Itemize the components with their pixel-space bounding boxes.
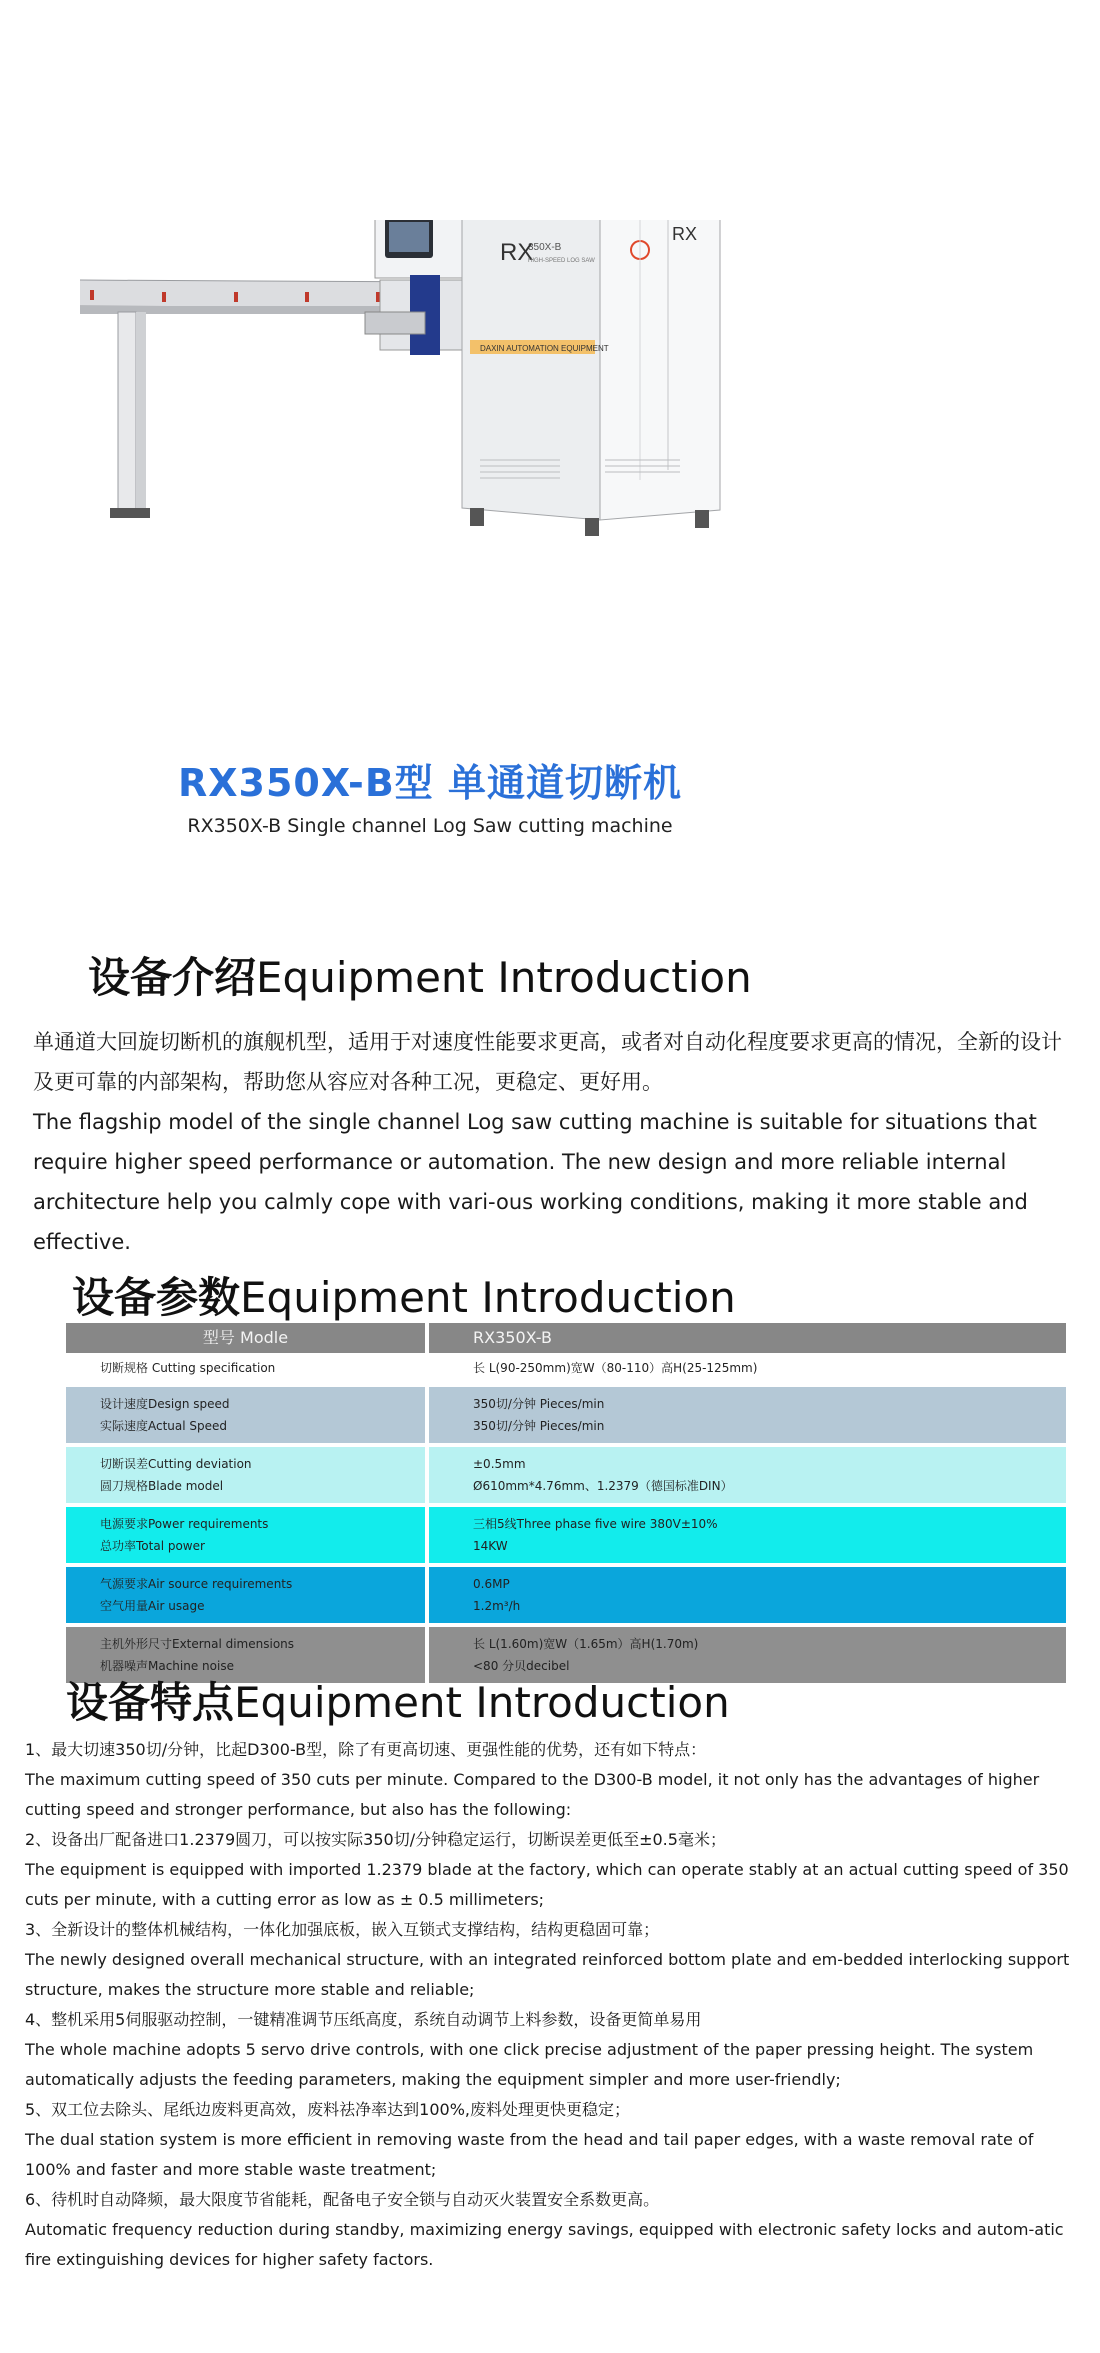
feature-text-cn: 4、整机采用5伺服驱动控制，一键精准调节压纸高度，系统自动调节上料参数，设备更简单易用	[25, 2010, 702, 2029]
feature-text-en: Automatic frequency reduction during standby, maximizing energy savings, equipped with electronic safety locks and autom-atic fire extinguishing devices for higher safety factors.	[25, 2220, 1064, 2269]
param-label: 机器噪声Machine noise	[100, 1659, 234, 1673]
params-heading	[72, 1265, 736, 1325]
intro-text-cn: 单通道大回旋切断机的旗舰机型，适用于对速度性能要求更高，或者对自动化程度要求更高的情况，全新的设计及更可靠的内部架构，帮助您从容应对各种工况，更稳定、更好用。	[33, 1030, 1062, 1094]
product-title-en: RX350X-B Single channel Log Saw cutting machine	[187, 815, 673, 837]
params-row	[66, 1357, 1066, 1383]
param-label: 气源要求Air source requirements	[100, 1577, 293, 1591]
params-header-row	[66, 1323, 1066, 1353]
svg-text:350X-B: 350X-B	[528, 242, 562, 253]
param-label-cell	[66, 1567, 425, 1623]
param-label: 切断误差Cutting deviation	[100, 1457, 252, 1471]
param-label-cell	[66, 1387, 425, 1443]
param-value-cell	[429, 1507, 1066, 1563]
param-value: 三相5线Three phase five wire 380V±10%	[473, 1517, 718, 1531]
param-value: 长 L(1.60m)宽W（1.65m）高H(1.70m)	[473, 1637, 699, 1651]
params-table	[66, 1323, 1066, 1687]
params-row	[66, 1447, 1066, 1503]
param-label: 空气用量Air usage	[100, 1599, 205, 1613]
param-value-cell	[429, 1357, 1066, 1383]
param-label: 设计速度Design speed	[100, 1397, 230, 1411]
feature-item	[25, 1825, 1075, 1915]
svg-text:DAXIN AUTOMATION EQUIPMENT: DAXIN AUTOMATION EQUIPMENT	[480, 344, 609, 353]
param-value: 350切/分钟 Pieces/min	[473, 1419, 605, 1433]
svg-text:HIGH-SPEED LOG SAW: HIGH-SPEED LOG SAW	[528, 258, 595, 264]
param-value: 0.6MP	[473, 1577, 510, 1591]
feature-text-cn: 1、最大切速350切/分钟，比起D300-B型，除了有更高切速、更强性能的优势，还有如下特点：	[25, 1740, 707, 1759]
param-value: 350切/分钟 Pieces/min	[473, 1397, 605, 1411]
param-label-cell	[66, 1357, 425, 1383]
params-row	[66, 1507, 1066, 1563]
feature-text-en: The whole machine adopts 5 servo drive controls, with one click precise adjustment of the paper pressing height. The system automatically adjusts the feeding parameters, making the equipment simpler and more user-friendly;	[25, 2040, 1034, 2089]
param-value-cell	[429, 1447, 1066, 1503]
param-value: 14KW	[473, 1539, 508, 1553]
intro-heading	[88, 945, 752, 1005]
param-value: 1.2m³/h	[473, 1599, 521, 1613]
intro-heading-cn: 设备介绍	[88, 953, 257, 1002]
machine-photo	[80, 220, 980, 680]
feature-text-en: The maximum cutting speed of 350 cuts per minute. Compared to the D300-B model, it not only has the advantages of higher cutting speed and stronger performance, but also has the following:	[25, 1770, 1040, 1819]
feature-text-cn: 5、双工位去除头、尾纸边废料更高效，废料祛净率达到100%,废料处理更快更稳定；	[25, 2100, 631, 2119]
param-value-cell	[429, 1567, 1066, 1623]
features-heading	[66, 1670, 730, 1730]
params-row	[66, 1387, 1066, 1443]
param-label: 总功率Total power	[100, 1539, 205, 1553]
param-label: 圆刀规格Blade model	[100, 1479, 224, 1493]
feature-text-cn: 2、设备出厂配备进口1.2379圆刀，可以按实际350切/分钟稳定运行，切断误差更低至±0.5毫米；	[25, 1830, 726, 1849]
param-label-cell	[66, 1447, 425, 1503]
params-header-right: RX350X-B	[429, 1323, 1066, 1353]
features-heading-en: Equipment Introduction	[234, 1678, 730, 1727]
feature-item	[25, 2185, 1075, 2275]
param-value: Ø610mm*4.76mm、1.2379（德国标准DIN）	[473, 1479, 733, 1493]
features-list	[25, 1735, 1075, 2275]
intro-text-en: The flagship model of the single channel Log saw cutting machine is suitable for situations that require higher speed performance or automation. The new design and more reliable internal architecture help you calmly cope with vari-ous working conditions, making it more stable and effective.	[33, 1110, 1037, 1254]
feature-text-en: The dual station system is more efficient in removing waste from the head and tail paper edges, with a waste removal rate of 100% and faster and more stable waste treatment;	[25, 2130, 1034, 2179]
feature-text-en: The newly designed overall mechanical structure, with an integrated reinforced bottom plate and em-bedded interlocking support structure, makes the structure more stable and reliable;	[25, 1950, 1070, 1999]
product-title-cn: RX350X-B型 单通道切断机	[177, 761, 683, 805]
feature-item	[25, 1735, 1075, 1825]
param-label: 切断规格 Cutting specification	[100, 1361, 276, 1375]
svg-text:RX: RX	[500, 239, 534, 266]
feature-item	[25, 2005, 1075, 2095]
params-row	[66, 1567, 1066, 1623]
param-value: <80 分贝decibel	[473, 1659, 570, 1673]
features-heading-cn: 设备特点	[66, 1678, 235, 1727]
params-heading-en: Equipment Introduction	[240, 1273, 736, 1322]
feature-text-en: The equipment is equipped with imported 1.2379 blade at the factory, which can operate stably at an actual cutting speed of 350 cuts per minute, with a cutting error as low as ± 0.5 millimeters;	[25, 1860, 1069, 1909]
params-header-left: 型号 Modle	[66, 1323, 425, 1353]
feature-text-cn: 6、待机时自动降频，最大限度节省能耗，配备电子安全锁与自动灭火装置安全系数更高。	[25, 2190, 660, 2209]
feature-text-cn: 3、全新设计的整体机械结构，一体化加强底板，嵌入互锁式支撑结构，结构更稳固可靠；	[25, 1920, 660, 1939]
param-label: 电源要求Power requirements	[100, 1517, 269, 1531]
param-label: 主机外形尺寸External dimensions	[100, 1637, 295, 1651]
param-label: 实际速度Actual Speed	[100, 1419, 228, 1433]
param-label-cell	[66, 1507, 425, 1563]
feature-item	[25, 2095, 1075, 2185]
params-heading-cn: 设备参数	[72, 1273, 241, 1322]
param-value: ±0.5mm	[473, 1457, 526, 1471]
feature-item	[25, 1915, 1075, 2005]
intro-heading-en: Equipment Introduction	[256, 953, 752, 1002]
param-value: 长 L(90-250mm)宽W（80-110）高H(25-125mm)	[473, 1361, 758, 1375]
param-value-cell	[429, 1387, 1066, 1443]
svg-text:RX: RX	[672, 224, 698, 244]
